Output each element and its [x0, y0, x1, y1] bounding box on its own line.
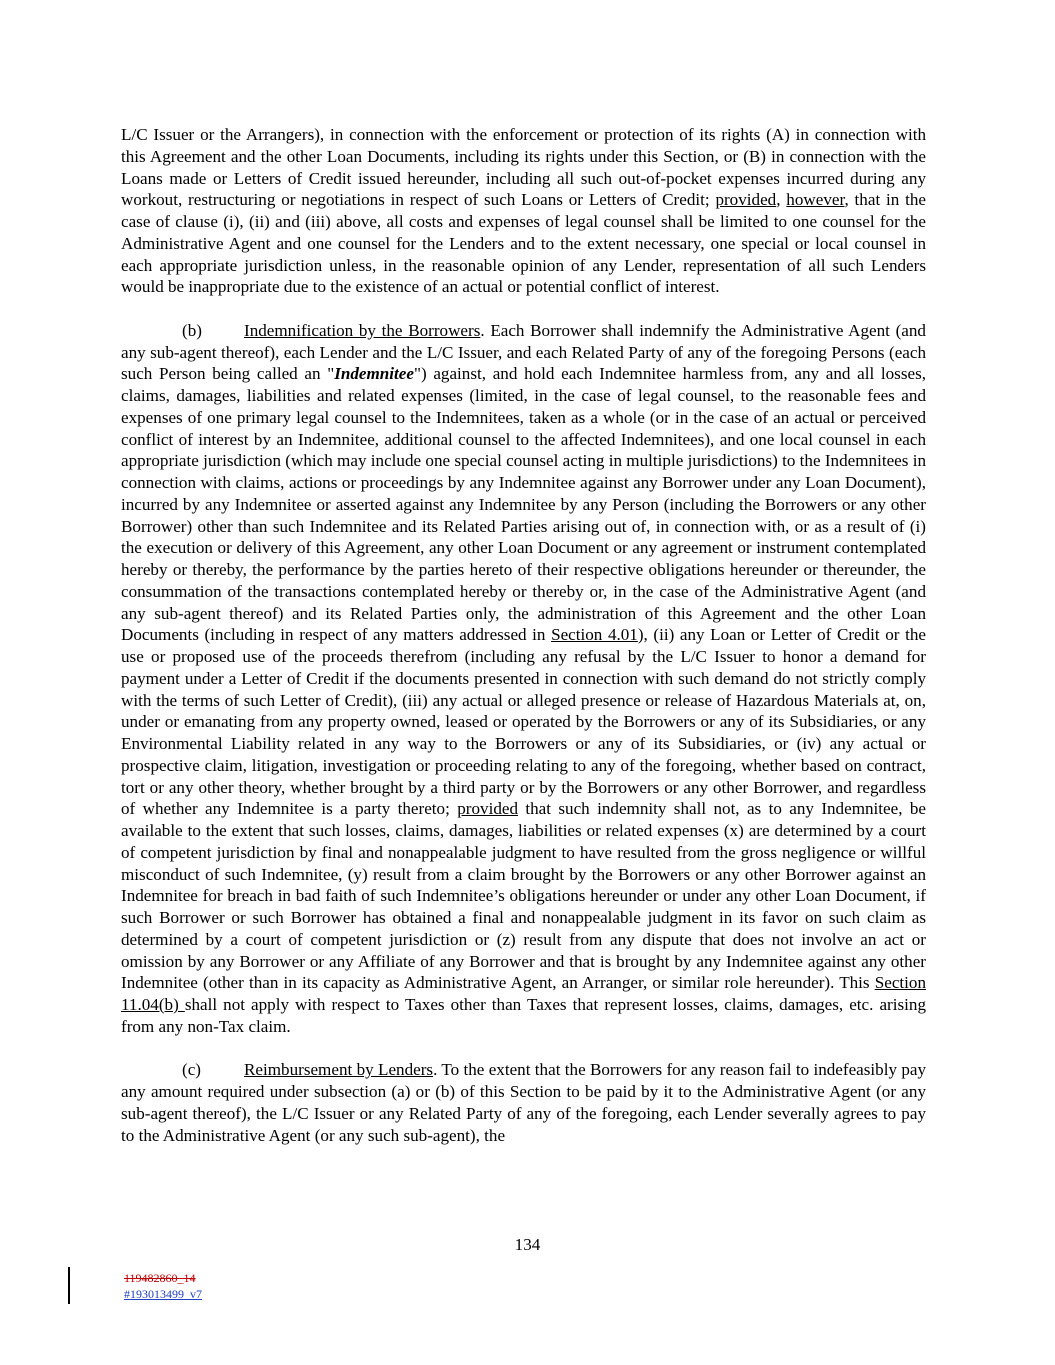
page-number: 134 — [514, 1235, 541, 1254]
section-heading: Reimbursement by Lenders — [244, 1060, 434, 1080]
underlined-term-provided: provided — [457, 799, 518, 819]
section-reference: Section 11.04(b) — [121, 973, 926, 1014]
text-run: , that in the case of clause (i), (ii) and (iii) above, all costs and expenses of legal counsel shall be limited to one counsel for the Administrative Agent and one counsel for the Lenders and to the extent necessary, one special or local counsel in each appropriate jurisdiction unless, in the reasonable opinion of any Lender, representation of all such Lenders would be inappropriate due to the existence of an actual or potential conflict of interest. — [121, 190, 926, 297]
text-run: L/C Issuer or the Arrangers), in connection with the enforcement or protection of its rights (A) in connection with this Agreement and the other Loan Documents, including its rights under this Section, or (B) in connection with the Loans made or Letters of Credit issued hereunder, including all such out-of-pocket expenses incurred during any workout, restructuring or negotiations in respect of such Loans or Letters of Credit; — [121, 125, 926, 210]
text-run: ), (ii) any Loan or Letter of Credit or the use or proposed use of the proceeds therefrom (including any refusal by the L/C Issuer to honor a demand for payment under a Letter of Credit if the documents presented in connection with such demand do not strictly comply with the terms of such Letter of Credit), (iii) any actual or alleged presence or release of Hazardous Materials at, on, under or emanating from any property owned, leased or operated by the Borrowers or any of its Subsidiaries, or any Environmental Liability related in any way to the Borrowers or any of its Subsidiaries, or (iv) any actual or prospective claim, litigation, investigation or proceeding relating to any of the foregoing, whether based on contract, tort or any other theory, whether brought by a third party or by the Borrowers or any other Borrower, and regardless of whether any Indemnitee is a party thereto; — [121, 625, 926, 819]
text-run: that such indemnity shall not, as to any Indemnitee, be available to the extent that such losses, claims, damages, liabilities or related expenses (x) are determined by a court of competent jurisdiction by final and nonappealable judgment to have resulted from the gross negligence or willful misconduct of such Indemnitee, (y) result from a claim brought by the Borrowers or any other Borrower against an Indemnitee for breach in bad faith of such Indemnitee’s obligations hereunder or under any other Loan Document, if such Borrower or such Borrower has obtained a final and nonappealable judgment in its favor on such claim as determined by a court of competent jurisdiction or (z) result from any dispute that does not involve an act or omission by any Borrower or any Affiliate of any Borrower and that is brought by any Indemnitee against any other Indemnitee (other than in its capacity as Administrative Agent, an Arranger, or similar role hereunder). This — [121, 799, 926, 993]
section-number: (c) — [182, 1060, 201, 1080]
section-heading: Indemnification by the Borrowers — [244, 320, 481, 340]
text-run: . Each Borrower shall indemnify the Administrative Agent (and any sub-agent thereof), each Lender and the L/C Issuer, and each Related Party of any of the foregoing Persons (each such Person being called an " — [121, 320, 926, 384]
section-reference: Section 4.01 — [551, 625, 638, 645]
defined-term: Indemnitee — [334, 364, 414, 384]
paragraph-reimbursement — [121, 1059, 926, 1146]
inserted-document-id: #193013499_v7 — [124, 1287, 202, 1301]
paragraph-indemnification — [121, 320, 926, 1038]
underlined-term-however: however — [786, 190, 845, 210]
text-run: shall not apply with respect to Taxes other than Taxes that represent losses, claims, damages, etc. arising from any non-Tax claim. — [121, 995, 926, 1036]
deleted-document-id: 119482860_14 — [124, 1271, 196, 1285]
section-number: (b) — [182, 320, 202, 340]
document-body — [121, 124, 926, 1146]
paragraph-continuation — [121, 124, 926, 298]
revision-change-bar — [68, 1267, 70, 1304]
text-run: . To the extent that the Borrowers for any reason fail to indefeasibly pay any amount required under subsection (a) or (b) of this Section to be paid by it to the Administrative Agent (or any sub-agent thereof), the L/C Issuer or any Related Party of any of the foregoing, each Lender severally agrees to pay to the Administrative Agent (or any such sub-agent), the — [121, 1060, 927, 1145]
text-run: ") against, and hold each Indemnitee harmless from, any and all losses, claims, damages, liabilities and related expenses (limited, in the case of legal counsel, to the reasonable fees and expenses of one primary legal counsel to the Indemnitees, taken as a whole (or in the case of an actual or perceived conflict of interest by an Indemnitee, additional counsel to the affected Indemnitees), and one local counsel in each appropriate jurisdiction (which may include one special counsel acting in multiple jurisdictions) to the Indemnitees in connection with claims, actions or proceedings by any Indemnitee against any Borrower under any Loan Document), incurred by any Indemnitee or asserted against any Indemnitee by any Person (including the Borrowers or any other Borrower) other than such Indemnitee and its Related Parties arising out of, in connection with, or as a result of (i) the execution or delivery of this Agreement, any other Loan Document or any agreement or instrument contemplated hereby or thereby, the performance by the parties hereto of their respective obligations hereunder or thereunder, the consummation of the transactions contemplated hereby or thereby or, in the case of the Administrative Agent (and any sub-agent thereof) and its Related Parties only, the administration of this Agreement and the other Loan Documents (including in respect of any matters addressed in — [121, 364, 926, 645]
document-id-footer — [124, 1270, 202, 1302]
text-run: , — [776, 190, 787, 210]
underlined-term-provided: provided — [715, 190, 777, 210]
